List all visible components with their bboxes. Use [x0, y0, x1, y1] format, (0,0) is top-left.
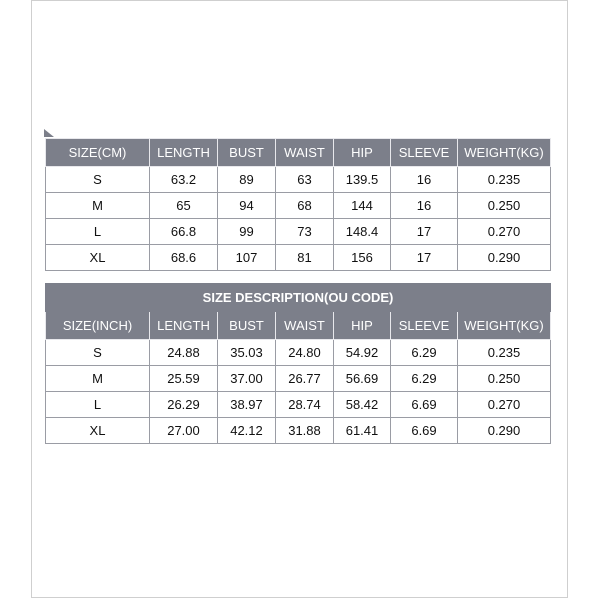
table-cell: 28.74	[276, 392, 334, 418]
table-cell: 68.6	[150, 245, 218, 271]
table-cell: 61.41	[334, 418, 391, 444]
table-cell: 42.12	[218, 418, 276, 444]
table-cell: 0.270	[458, 392, 551, 418]
table-cell: 63	[276, 167, 334, 193]
table-cell: 0.235	[458, 167, 551, 193]
table-cell: 66.8	[150, 219, 218, 245]
table-row	[46, 392, 551, 418]
table-cell: 24.88	[150, 340, 218, 366]
table-cell: 107	[218, 245, 276, 271]
size-table-cm-body	[46, 139, 551, 271]
table-cell: 26.29	[150, 392, 218, 418]
table-row	[46, 245, 551, 271]
table-cell: 156	[334, 245, 391, 271]
table-cell: 6.69	[391, 392, 458, 418]
header-cell: BUST	[218, 139, 276, 167]
table-cell: 6.69	[391, 418, 458, 444]
table-banner-title: SIZE DESCRIPTION(OU CODE)	[46, 284, 551, 312]
table-cell: S	[46, 340, 150, 366]
table-cell: L	[46, 219, 150, 245]
table-cell: 65	[150, 193, 218, 219]
table-cell: 73	[276, 219, 334, 245]
table-cell: S	[46, 167, 150, 193]
table-row	[46, 219, 551, 245]
size-table-inch-body	[46, 284, 551, 444]
header-cell: WAIST	[276, 312, 334, 340]
table-cell: M	[46, 366, 150, 392]
table-row	[46, 167, 551, 193]
table-cell: 99	[218, 219, 276, 245]
table-cell: 0.290	[458, 245, 551, 271]
header-cell: BUST	[218, 312, 276, 340]
table-cell: 81	[276, 245, 334, 271]
header-cell: WEIGHT(KG)	[458, 139, 551, 167]
table-cell: M	[46, 193, 150, 219]
table-cell: 68	[276, 193, 334, 219]
table-cell: 144	[334, 193, 391, 219]
header-cell: WEIGHT(KG)	[458, 312, 551, 340]
table-row	[46, 193, 551, 219]
table-cell: 25.59	[150, 366, 218, 392]
table-cell: 63.2	[150, 167, 218, 193]
table-cell: 16	[391, 167, 458, 193]
table-cell: L	[46, 392, 150, 418]
header-cell: WAIST	[276, 139, 334, 167]
table-cell: 17	[391, 245, 458, 271]
header-cell: SLEEVE	[391, 312, 458, 340]
header-cell: SIZE(INCH)	[46, 312, 150, 340]
table-cell: 6.29	[391, 340, 458, 366]
table-cell: XL	[46, 418, 150, 444]
table-cell: 0.270	[458, 219, 551, 245]
table-cell: 94	[218, 193, 276, 219]
table-cell: 6.29	[391, 366, 458, 392]
size-table-cm	[45, 138, 551, 271]
header-cell: LENGTH	[150, 139, 218, 167]
header-row	[46, 312, 551, 340]
header-cell: LENGTH	[150, 312, 218, 340]
table-cell: 38.97	[218, 392, 276, 418]
header-cell: HIP	[334, 312, 391, 340]
table-cell: 37.00	[218, 366, 276, 392]
table-row	[46, 366, 551, 392]
table-cell: 0.290	[458, 418, 551, 444]
table-cell: 35.03	[218, 340, 276, 366]
table-cell: 0.250	[458, 366, 551, 392]
table-cell: 139.5	[334, 167, 391, 193]
table-cell: 0.235	[458, 340, 551, 366]
table-cell: 31.88	[276, 418, 334, 444]
table-cell: 16	[391, 193, 458, 219]
table-row	[46, 340, 551, 366]
table-cell: 0.250	[458, 193, 551, 219]
table-cell: 58.42	[334, 392, 391, 418]
table-cell: 26.77	[276, 366, 334, 392]
table-cell: 27.00	[150, 418, 218, 444]
table-cell: 56.69	[334, 366, 391, 392]
table-cell: 54.92	[334, 340, 391, 366]
header-cell: SIZE(CM)	[46, 139, 150, 167]
table-cell: 148.4	[334, 219, 391, 245]
table-cell: 89	[218, 167, 276, 193]
header-cell: SLEEVE	[391, 139, 458, 167]
size-table-inch	[45, 283, 551, 444]
header-row	[46, 139, 551, 167]
table-cell: 24.80	[276, 340, 334, 366]
banner-row	[46, 284, 551, 312]
header-cell: HIP	[334, 139, 391, 167]
table-cell: XL	[46, 245, 150, 271]
table-row	[46, 418, 551, 444]
table-cell: 17	[391, 219, 458, 245]
